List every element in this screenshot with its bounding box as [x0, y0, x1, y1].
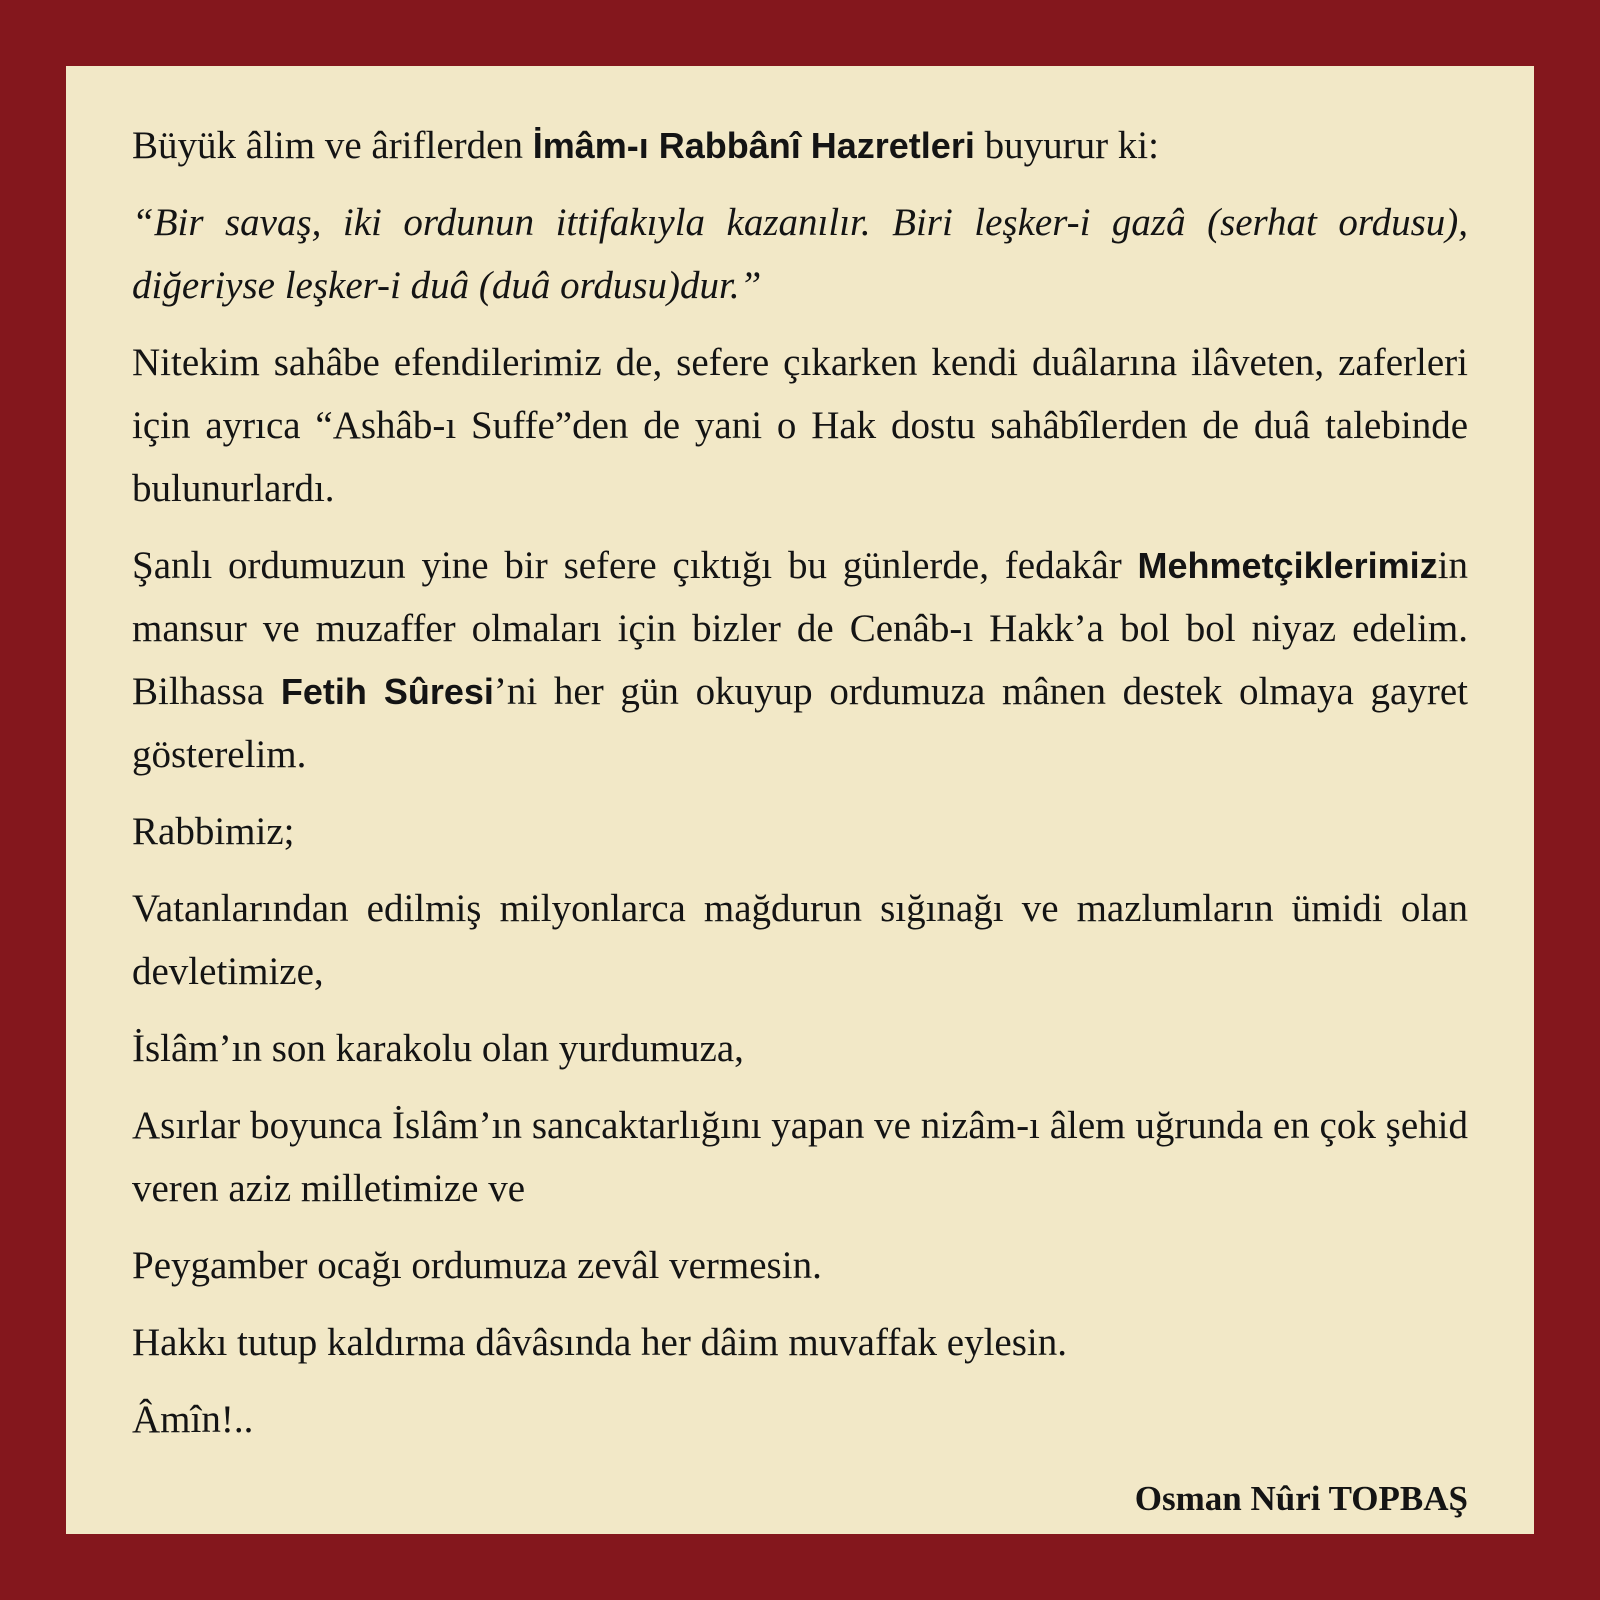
amin-paragraph: Âmîn!..: [132, 1398, 254, 1441]
army-text-b: in mansur ve muzaffer olmaları için bizler de Cenâb-ı Hakk’a bol bol niyaz edelim. Bilhassa: [132, 544, 1468, 713]
prayer-nation-paragraph: Asırlar boyunca İslâm’ın sancaktarlığını yapan ve nizâm-ı âlem uğrunda en çok şehid veren aziz milletimize ve: [132, 1104, 1468, 1210]
mehmetcik-bold: Mehmetçiklerimiz: [1137, 545, 1438, 586]
quote-paragraph: “Bir savaş, iki ordunun ittifakıyla kazanılır. Biri leşker-i gazâ (serhat ordusu), diğeriyse leşker-i duâ (duâ ordusu)dur.”: [132, 201, 1468, 307]
text-panel: [66, 66, 1534, 1534]
prayer-state-paragraph: Vatanlarından edilmiş milyonlarca mağdurun sığınağı ve mazlumların ümidi olan devletimize,: [132, 887, 1468, 993]
prayer-success-paragraph: Hakkı tutup kaldırma dâvâsında her dâim muvaffak eylesin.: [132, 1321, 1068, 1364]
intro-text: Büyük âlim ve âriflerden: [132, 124, 533, 167]
sahabe-paragraph: Nitekim sahâbe efendilerimiz de, sefere çıkarken kendi duâlarına ilâveten, zaferleri için ayrıca “Ashâb-ı Suffe”den de yani o Hak dostu sahâbîlerden de duâ talebinde bulunurlardı.: [132, 341, 1468, 510]
army-text-a: Şanlı ordumuzun yine bir sefere çıktığı bu günlerde, fedakâr: [132, 544, 1138, 587]
army-paragraph: [132, 534, 1468, 786]
army-text-c: ’ni her gün okuyup ordumuza mânen destek olmaya gayret gösterelim.: [132, 670, 1468, 776]
fetih-suresi-bold: Fetih Sûresi: [280, 671, 494, 712]
author-signature: Osman Nûri TOPBAŞ: [1134, 1479, 1468, 1518]
rabbimiz-paragraph: Rabbimiz;: [132, 810, 295, 853]
prayer-army-paragraph: Peygamber ocağı ordumuza zevâl vermesin.: [132, 1244, 822, 1287]
intro-text-end: buyurur ki:: [974, 124, 1159, 167]
intro-paragraph: [132, 114, 1468, 177]
prayer-homeland-paragraph: İslâm’ın son karakolu olan yurdumuza,: [132, 1027, 744, 1070]
imam-rabbani-name: İmâm-ı Rabbânî Hazretleri: [532, 125, 975, 166]
